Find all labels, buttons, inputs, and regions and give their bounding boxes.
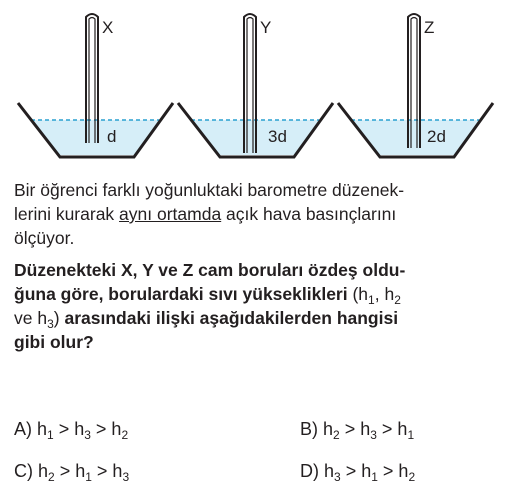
depth-label-x: d [107, 127, 117, 146]
intro-line-2b: açık hava basınçlarını [221, 204, 397, 224]
intro-line-1: Bir öğrenci farklı yoğunluktaki barometre düzenek- [14, 180, 405, 200]
intro-line-3: ölçüyor. [14, 228, 75, 248]
underlined-phrase: aynı ortamda [119, 204, 222, 224]
barometer-figure [0, 0, 510, 170]
option-c[interactable]: C) $h_2 > h_1 > h_3$ [14, 461, 130, 484]
stem-heights-a: ($h_1$, $h_2$ [352, 284, 401, 307]
stem-line-2: ğuna göre, borulardaki sıvı yükseklikleri [14, 284, 353, 304]
intro-line-2a: lerini kurarak [14, 204, 120, 224]
stem-line-3: arasındaki ilişki aşağıdakilerden hangisi [59, 308, 399, 328]
barometer-setup-x [18, 14, 173, 157]
depth-label-z: 2d [427, 127, 446, 146]
barometer-setup-z [338, 14, 493, 157]
tube-label-y: Y [260, 18, 272, 37]
option-b[interactable]: B) $h_2 > h_3 > h_1$ [300, 419, 415, 442]
barometer-setup-y [178, 14, 333, 157]
question-intro [14, 178, 498, 250]
question-stem [14, 258, 498, 354]
tube-label-x: X [102, 18, 114, 37]
option-a[interactable]: A) $h_1 > h_3 > h_2$ [14, 419, 129, 442]
stem-heights-b: ve $h_3$) [14, 308, 60, 331]
stem-line-1: Düzenekteki X, Y ve Z cam boruları özdeş oldu- [14, 260, 406, 280]
depth-label-y: 3d [268, 127, 287, 146]
stem-line-4: gibi olur? [14, 332, 94, 352]
option-d[interactable]: D) $h_3 > h_1 > h_2$ [300, 461, 416, 484]
tube-label-z: Z [424, 18, 435, 37]
